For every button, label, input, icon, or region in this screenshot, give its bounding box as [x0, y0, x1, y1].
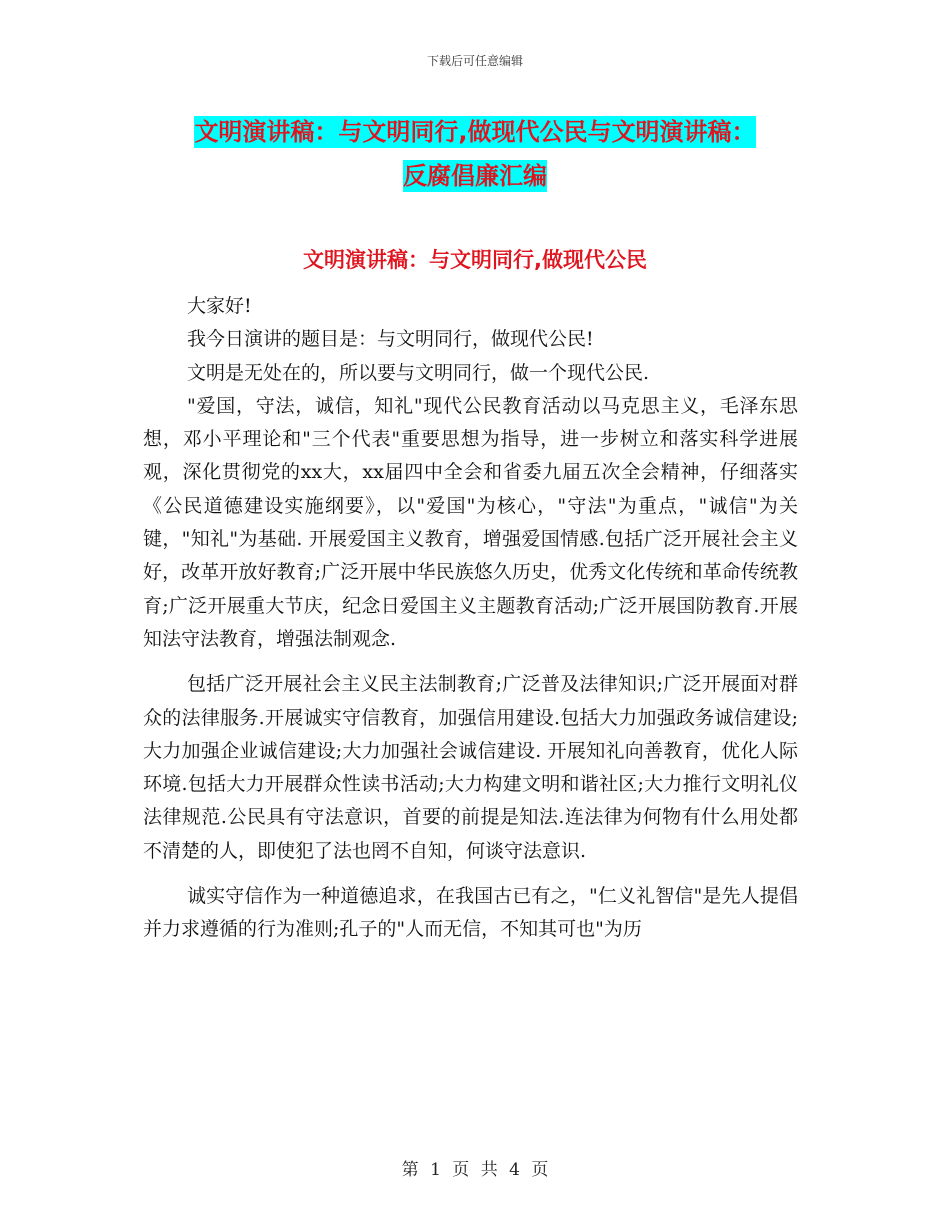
header-note: 下载后可任意编辑	[426, 54, 523, 68]
paragraph-education: "爱国，守法，诚信，知礼"现代公民教育活动以马克思主义，毛泽东思想，邓小平理论和"三个代表"重要思想为指导，进一步树立和落实科学进展观，深化贯彻党的xx大，xx届四中全会和省委九届五次全会精神，仔细落实《公民道德建设实施纲要》，以"爱国"为核心，"守法"为重点，"诚信"为关键，"知礼"为基础. 开展爱国主义教育，增强爱国情感.包括广泛开展社会主义好，改革开放好教育;广泛开展中华民族悠久历史，优秀文化传统和革命传统教育;广泛开展重大节庆，纪念日爱国主义主题教育活动;广泛开展国防教育.开展知法守法教育，增强法制观念.	[143, 394, 798, 650]
paragraph-greeting: 大家好!	[187, 295, 252, 317]
paragraph-intro: 文明是无处在的，所以要与文明同行，做一个现代公民.	[187, 361, 650, 384]
paragraph-law: 包括广泛开展社会主义民主法制教育;广泛普及法律知识;广泛开展面对群众的法律服务.开展诚实守信教育，加强信用建设.包括大力加强政务诚信建设;大力加强企业诚信建设;大力加强社会诚信建设. 开展知礼向善教育，优化人际环境.包括大力开展群众性读书活动;大力构建文明和谐社区;大力推行文明礼仪法律规范.公民具有守法意识，首要的前提是知法.连法律为何物有什么用处都不清楚的人，即使犯了法也罔不自知，何谈守法意识.	[143, 673, 798, 862]
paragraph-honesty: 诚实守信作为一种道德追求，在我国古已有之，"仁义礼智信"是先人提倡并力求遵循的行为准则;孔子的"人而无信，不知其可也"为历	[143, 885, 798, 941]
body-text	[143, 290, 798, 959]
main-title-line-2: 反腐倡廉汇编	[403, 162, 547, 190]
main-title-line-1: 文明演讲稿：与文明同行,做现代公民与文明演讲稿：	[194, 118, 756, 146]
main-title	[0, 110, 950, 198]
section-title: 文明演讲稿：与文明同行,做现代公民	[303, 248, 647, 272]
paragraph-topic: 我今日演讲的题目是：与文明同行，做现代公民!	[187, 328, 594, 351]
page-footer: 第 1 页 共 4 页	[401, 1160, 549, 1180]
